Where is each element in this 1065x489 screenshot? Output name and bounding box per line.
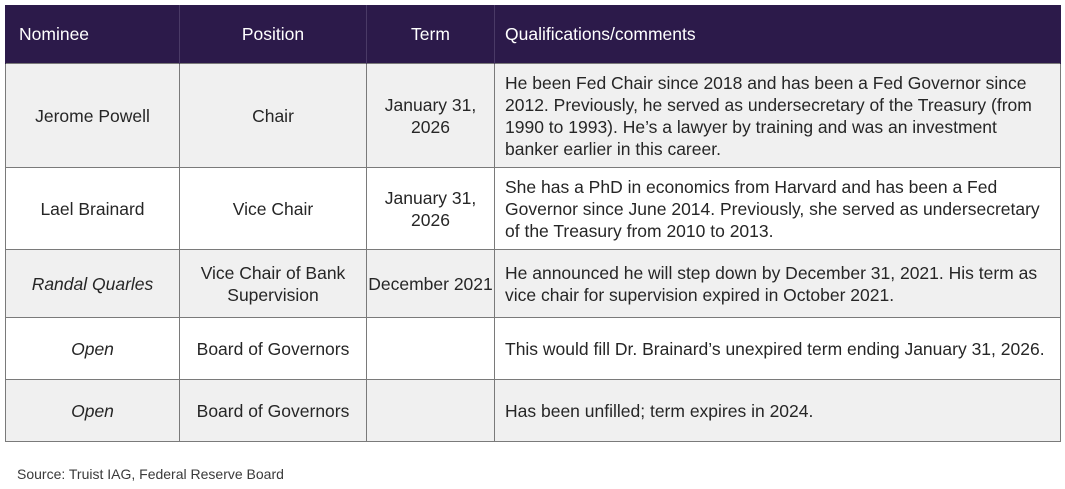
header-position: Position (180, 5, 367, 64)
nominee-cell: Open (6, 318, 180, 380)
term-cell: December 2021 (367, 250, 495, 318)
nominee-cell: Lael Brainard (6, 168, 180, 250)
nominee-cell: Randal Quarles (6, 250, 180, 318)
qualifications-cell: Has been unfilled; term expires in 2024. (495, 380, 1061, 442)
table-row (6, 250, 1061, 318)
qualifications-cell: She has a PhD in economics from Harvard and has been a Fed Governor since June 2014. Previously, she served as undersecretary of the Treasury from 2010 to 2013. (495, 168, 1061, 250)
header-row (6, 5, 1061, 64)
qualifications-cell: He been Fed Chair since 2018 and has been a Fed Governor since 2012. Previously, he served as undersecretary of the Treasury (from 1990 to 1993). He’s a lawyer by training and was an investment banker earlier in this career. (495, 64, 1061, 168)
nominee-cell: Jerome Powell (6, 64, 180, 168)
position-cell: Vice Chair of Bank Supervision (180, 250, 367, 318)
position-cell: Chair (180, 64, 367, 168)
position-cell: Board of Governors (180, 380, 367, 442)
nominees-table (5, 5, 1061, 442)
term-cell (367, 318, 495, 380)
table-row (6, 318, 1061, 380)
term-cell (367, 380, 495, 442)
header-term: Term (367, 5, 495, 64)
table-row (6, 168, 1061, 250)
table-row (6, 64, 1061, 168)
nominee-cell: Open (6, 380, 180, 442)
term-cell: January 31, 2026 (367, 64, 495, 168)
header-nominee: Nominee (6, 5, 180, 64)
qualifications-cell: This would fill Dr. Brainard’s unexpired term ending January 31, 2026. (495, 318, 1061, 380)
position-cell: Board of Governors (180, 318, 367, 380)
term-cell: January 31, 2026 (367, 168, 495, 250)
header-qualifications: Qualifications/comments (495, 5, 1061, 64)
qualifications-cell: He announced he will step down by December 31, 2021. His term as vice chair for supervision expired in October 2021. (495, 250, 1061, 318)
source-note: Source: Truist IAG, Federal Reserve Board (17, 466, 284, 482)
position-cell: Vice Chair (180, 168, 367, 250)
table-row (6, 380, 1061, 442)
